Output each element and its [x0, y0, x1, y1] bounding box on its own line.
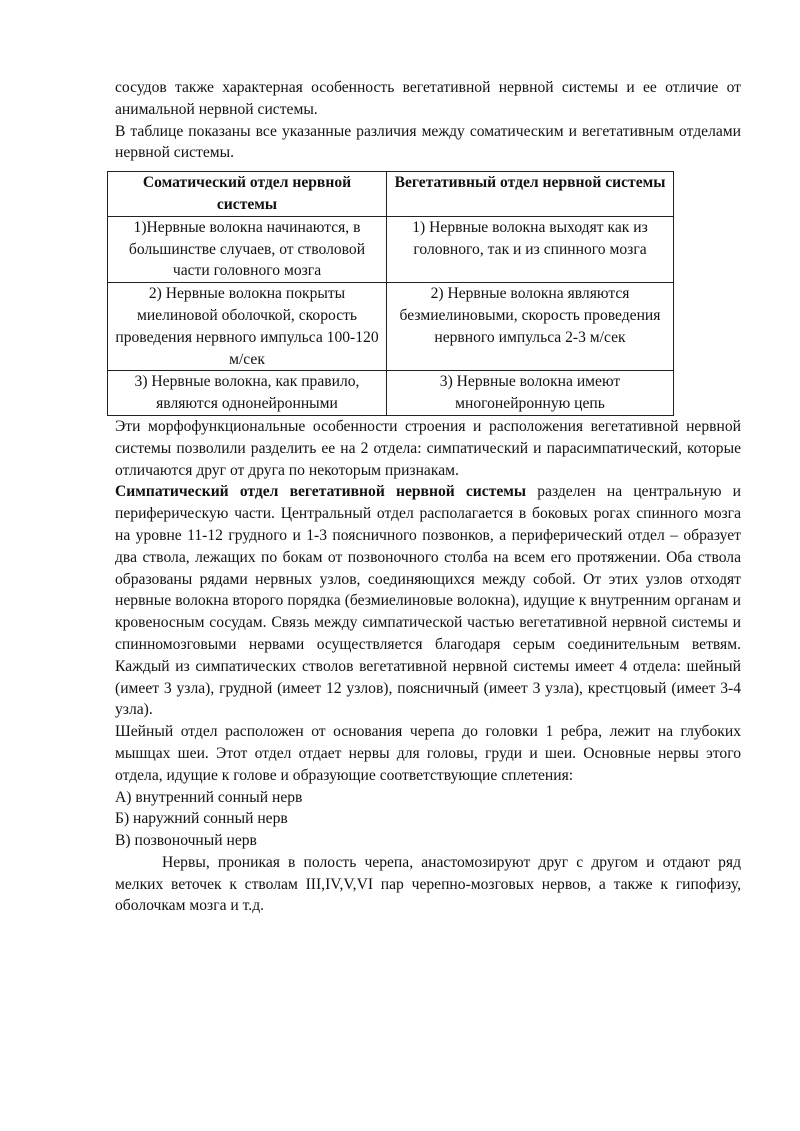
table-cell: 3) Нервные волокна, как правило, являются однонейронными — [108, 371, 387, 416]
table-row — [108, 216, 674, 282]
table-row — [108, 283, 674, 371]
list-item: В) позвоночный нерв — [115, 832, 257, 850]
paragraph-final: Нервы, проникая в полость черепа, анастомозируют друг с другом и отдают ряд мелких веточек к стволам III,IV,V,VI пар черепно-мозговых нервов, а также к гипофизу, оболочкам мозга и т.д. — [115, 853, 741, 915]
table-cell: 2) Нервные волокна покрыты миелиновой оболочкой, скорость проведения нервного импульса 100-120 м/сек — [108, 283, 387, 371]
table-header-row — [108, 172, 674, 217]
table-cell: 1) Нервные волокна выходят как из головного, так и из спинного мозга — [387, 216, 674, 282]
table-cell: 1)Нервные волокна начинаются, в большинстве случаев, от стволовой части головного мозга — [108, 216, 387, 282]
table-cell: 3) Нервные волокна имеют многонейронную цепь — [387, 371, 674, 416]
header-somatic: Соматический отдел нервной системы — [108, 172, 387, 217]
table-cell: 2) Нервные волокна являются безмиелиновыми, скорость проведения нервного импульса 2-3 м/сек — [387, 283, 674, 371]
sympathetic-heading: Симпатический отдел вегетативной нервной системы — [115, 483, 527, 501]
list-item: Б) наружний сонный нерв — [115, 810, 288, 828]
list-item: А) внутренний сонный нерв — [115, 788, 303, 806]
table-row — [108, 371, 674, 416]
paragraph-intro-1: сосудов также характерная особенность вегетативной нервной системы и ее отличие от анимальной нервной системы. — [115, 79, 741, 118]
header-autonomic: Вегетативный отдел нервной системы — [387, 172, 674, 217]
paragraph-intro-2: В таблице показаны все указанные различия между соматическим и вегетативным отделами нервной системы. — [115, 122, 741, 162]
paragraph-sympathetic — [115, 481, 741, 721]
paragraph-after-table: Эти морфофункциональные особенности строения и расположения вегетативной нервной системы позволили разделить ее на 2 отдела: симпатический и парасимпатический, которые отличаются друг от друга по некоторым признакам. — [115, 417, 741, 479]
sympathetic-text: разделен на центральную и периферическую части. Центральный отдел располагается в боковых рогах спинного мозга на уровне 11-12 грудного и 1-3 поясничного позвонков, а периферический отдел – образует два ствола, лежащих по бокам от позвоночного столба на всем его протяжении. Оба ствола образованы рядами нервных узлов, соединяющихся между собой. От этих узлов отходят нервные волокна второго порядка (безмиелиновые волокна), идущие к внутренним органам и кровеносным сосудам. Связь между симпатической частью вегетативной нервной системы и спинномозговыми нервами осуществляется благодаря серым соединительным ветвям. Каждый из симпатических стволов вегетативной нервной системы имеет 4 отдела: шейный (имеет 3 узла), грудной (имеет 12 узлов), поясничный (имеет 3 узла), крестцовый (имеет 3-4 узла). — [115, 483, 741, 719]
page-content — [115, 77, 741, 917]
paragraph-cervical: Шейный отдел расположен от основания черепа до головки 1 ребра, лежит на глубоких мышцах шеи. Этот отдел отдает нервы для головы, груди и шеи. Основные нервы этого отдела, идущие к голове и образующие соответствующие сплетения: — [115, 723, 741, 784]
nerve-list — [115, 787, 741, 852]
comparison-table — [107, 171, 674, 416]
